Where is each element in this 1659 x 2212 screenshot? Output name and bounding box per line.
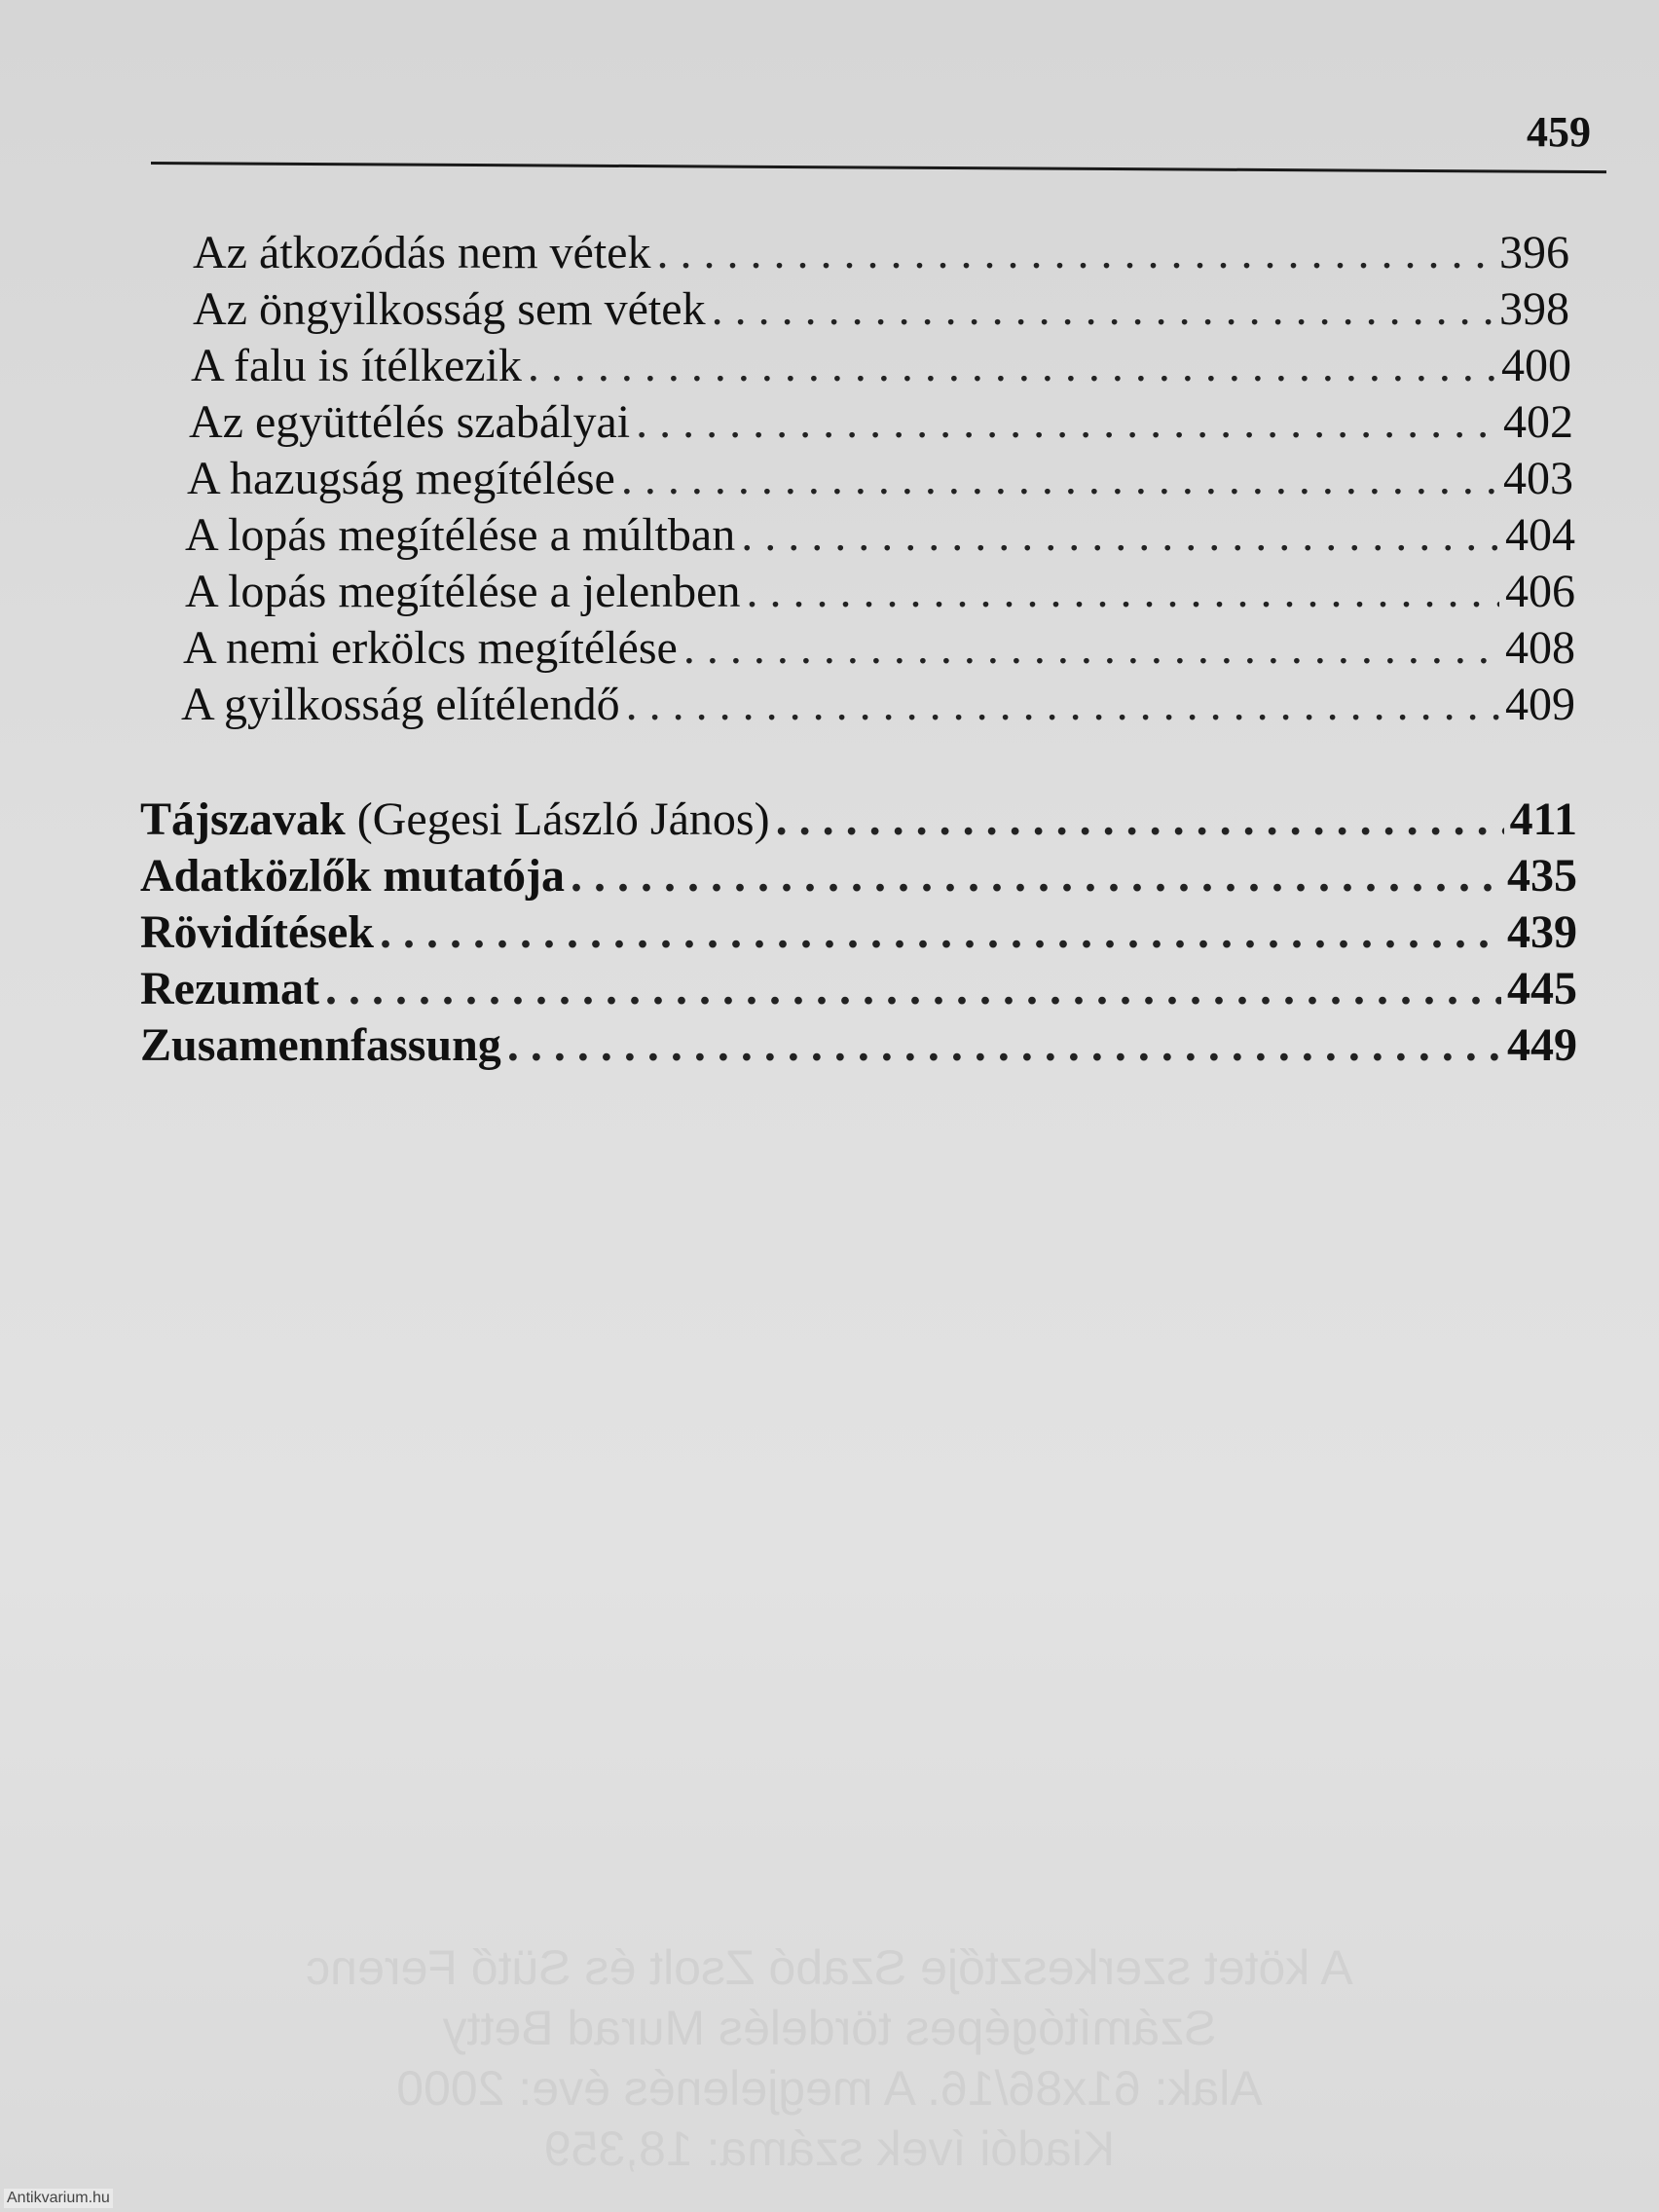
dot-leader	[621, 452, 1497, 505]
toc-entry	[183, 621, 1575, 675]
toc-main-entry-page: 445	[1507, 963, 1577, 1014]
toc-entry-page: 396	[1499, 227, 1569, 278]
toc-main-entry	[140, 793, 1577, 846]
dot-leader	[380, 905, 1501, 959]
show-through-colophon	[0, 1937, 1659, 2179]
toc-main-entry-page: 439	[1507, 906, 1577, 958]
dot-leader	[507, 1018, 1501, 1072]
toc-main-entry-title: Rezumat	[140, 963, 319, 1014]
toc-main-entry-title	[140, 793, 770, 846]
toc-main-entry-page: 435	[1507, 850, 1577, 902]
dot-leader	[776, 793, 1504, 846]
toc-main-entry-title: Adatközlők mutatója	[140, 850, 566, 902]
dot-leader	[712, 282, 1493, 336]
dot-leader	[528, 339, 1495, 392]
dot-leader	[746, 565, 1499, 618]
dot-leader	[571, 849, 1501, 903]
toc-main-entry	[140, 962, 1577, 1015]
toc-entry	[193, 226, 1569, 279]
dot-leader	[741, 508, 1499, 562]
toc-entry-page: 398	[1499, 283, 1569, 335]
watermark: Antikvarium.hu	[4, 2189, 113, 2208]
toc-main-entry	[140, 905, 1577, 959]
colophon-line: Számítógépes tördelés Murad Betty	[442, 2001, 1217, 2055]
dot-leader	[656, 226, 1493, 279]
dot-leader	[325, 962, 1501, 1015]
dot-leader	[636, 395, 1497, 449]
toc-entry	[187, 452, 1573, 505]
toc-entry-page: 408	[1505, 622, 1575, 674]
toc-entry-title: A falu is ítélkezik	[191, 340, 522, 391]
toc-main-entry	[140, 849, 1577, 903]
page-number: 459	[1527, 108, 1591, 156]
toc-entry	[193, 282, 1569, 336]
toc-entry-page: 403	[1503, 453, 1573, 504]
header-rule	[151, 162, 1606, 173]
toc-entry	[181, 678, 1575, 731]
toc-entry-page: 409	[1505, 679, 1575, 730]
toc-entry-title: A nemi erkölcs megítélése	[183, 622, 678, 674]
colophon-line: Kiadói ívek száma: 18,359	[543, 2121, 1116, 2176]
toc-main-entry-page: 411	[1509, 793, 1577, 845]
toc-entry-title: A lopás megítélése a jelenben	[185, 566, 741, 617]
toc-entry	[185, 508, 1575, 562]
toc-main-entry	[140, 1018, 1577, 1072]
colophon-line: Alak: 61x86/16. A megjelenés éve: 2000	[396, 2061, 1263, 2116]
toc-entry	[185, 565, 1575, 618]
toc-entry-page: 404	[1505, 509, 1575, 561]
toc-entry-title: Az együttélés szabályai	[189, 396, 631, 448]
toc-entry-page: 402	[1503, 396, 1573, 448]
toc-entry-title: A hazugság megítélése	[187, 453, 615, 504]
toc-entry-title: A gyilkosság elítélendő	[181, 679, 620, 730]
colophon-line: A kötet szerkesztője Szabó Zsolt és Sütő Ferenc	[306, 1940, 1353, 1995]
dot-leader	[626, 678, 1499, 731]
toc-entry-title: Az öngyilkosság sem vétek	[193, 283, 706, 335]
toc-entry	[189, 395, 1573, 449]
toc-entry-page: 406	[1505, 566, 1575, 617]
toc-entry-title: Az átkozódás nem vétek	[193, 227, 651, 278]
toc-entry-page: 400	[1501, 340, 1571, 391]
toc-entry-title: A lopás megítélése a múltban	[185, 509, 736, 561]
toc-main-entry-author: (Gegesi László János)	[345, 793, 770, 845]
toc-main-entry-title-bold: Tájszavak	[140, 793, 346, 845]
toc-entry	[191, 339, 1571, 392]
toc-main-entry-page: 449	[1507, 1019, 1577, 1071]
toc-main-entry-title: Zusamennfassung	[140, 1019, 501, 1071]
toc-main-entry-title: Rövidítések	[140, 906, 374, 958]
dot-leader	[683, 621, 1499, 675]
